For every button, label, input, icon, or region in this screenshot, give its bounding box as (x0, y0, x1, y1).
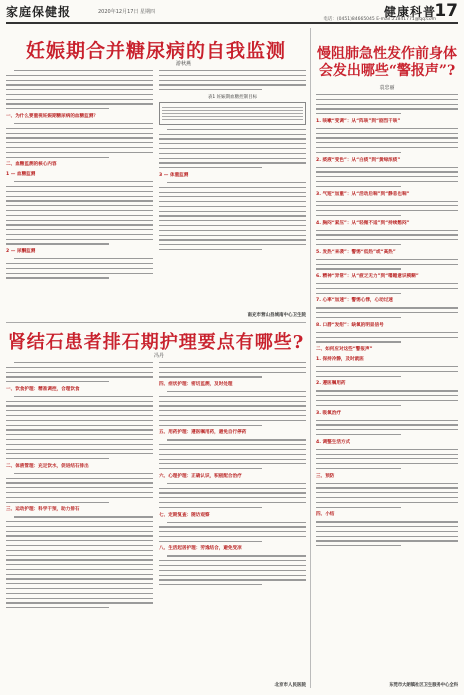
article2-credit: 北京市人民医院 (274, 683, 306, 688)
section-title-left: 家庭保健报 (6, 5, 72, 19)
article2-subhead-4: 四、症状护理：密切监测，及时处理 (159, 382, 233, 388)
article3-author: 袁忠丽 (379, 85, 395, 91)
article2-col-1 (6, 362, 153, 680)
article3-subhead-4: 4. 胸闷“紧压”：从“轻微不适”到“持续憋闷” (316, 220, 410, 226)
article3-body (316, 94, 458, 680)
page-number: 17 (434, 1, 458, 21)
article2-subhead-2: 二、体液管理：充足饮水，促进结石排出 (6, 463, 89, 469)
article1-subhead-3: 1 — 血糖监测 (6, 172, 36, 178)
article1-col-1 (6, 70, 153, 308)
masthead (6, 3, 458, 21)
article-separator (6, 322, 306, 323)
article2-title: 肾结石患者排石期护理要点有哪些? (7, 332, 305, 353)
article2-subhead-5: 五、用药护理：遵医嘱用药，避免自行停药 (159, 430, 247, 436)
article3-subhead-1: 1. 咳嗽“变调”：从“阵咳”到“剧烈干咳” (316, 118, 401, 124)
article1-body (6, 70, 306, 308)
article1-title: 妊娠期合并糖尿病的自我监测 (25, 40, 286, 62)
article3-subhead-11: 2. 遵医嘱用药 (316, 381, 346, 387)
article3-subhead-2: 2. 痰液“变色”：从“白痰”到“黄绿浓痰” (316, 157, 401, 163)
contact-info: 电话：(0451)84665045 E-mail:21841771@qq.com (323, 17, 436, 22)
article2-body (6, 362, 306, 680)
article3-subhead-6: 6. 精神“异常”：从“疲乏无力”到“嗜睡意识模糊” (316, 274, 419, 280)
article1-credit: 南充市营山县城南中心卫生院 (247, 313, 306, 318)
article3-title: 慢阻肺急性发作前身体会发出哪些“警报声”? (317, 46, 457, 79)
issue-date: 2020年12月17日 星期四 (98, 9, 156, 15)
article1-subhead-2: 二、血糖监测的核心内容 (6, 162, 57, 168)
section-title-right: 健康科普 (383, 5, 436, 19)
left-column (6, 26, 306, 690)
article3-subhead-3: 3. 气短“加重”：从“活动后喘”到“静息也喘” (316, 191, 410, 197)
article3-subhead-15: 四、小结 (316, 512, 335, 518)
article2-author: 冯丹 (154, 353, 165, 359)
article3-subhead-12: 3. 吸氧治疗 (316, 410, 341, 416)
article2-subhead-6: 六、心理护理：正确认识，积极配合治疗 (159, 473, 242, 479)
article3-subhead-7: 7. 心率“加速”：警惕心悸，心动过速 (316, 298, 393, 304)
masthead-rule (6, 22, 458, 24)
article1-subhead-4: 2 — 尿酮监测 (6, 249, 36, 255)
article1-col-2 (159, 70, 306, 308)
right-column (316, 26, 458, 690)
article2-subhead-8: 八、生活起居护理：劳逸结合，避免受凉 (159, 546, 242, 552)
table-caption: 表1 妊娠期血糖控制目标 (207, 94, 258, 100)
article2-subhead-3: 三、运动护理：科学干预，助力排石 (6, 507, 80, 513)
column-divider (310, 28, 311, 688)
article1-subhead-5: 3 — 体重监测 (159, 172, 189, 178)
article3-subhead-5: 5. 发热“来袭”：警惕“低热”或“高热” (316, 249, 396, 255)
article1-author: 游秋燕 (176, 61, 192, 67)
article3-credit: 东莞市大朗镇社区卫生服务中心全科 (389, 683, 458, 688)
article2-col-2 (159, 362, 306, 680)
article3-subhead-13: 4. 调整生活方式 (316, 439, 351, 445)
article1-subhead-1: 一、为什么要重视妊娠期糖尿病的血糖监测？ (6, 114, 98, 120)
article3-subhead-8: 8. 口唇“发绀”：缺氧的明显信号 (316, 322, 384, 328)
glucose-target-table (159, 102, 306, 125)
article3-subhead-14: 三、预防 (316, 473, 335, 479)
article3-subhead-10: 1. 保持冷静，及时就医 (316, 357, 364, 363)
article3-subhead-9: 二、如何应对这些“警报声” (316, 347, 373, 353)
article2-subhead-1: 一、饮食护理：精准调控，合理饮食 (6, 386, 80, 392)
article2-subhead-7: 七、定期复查：随访观察 (159, 512, 210, 518)
